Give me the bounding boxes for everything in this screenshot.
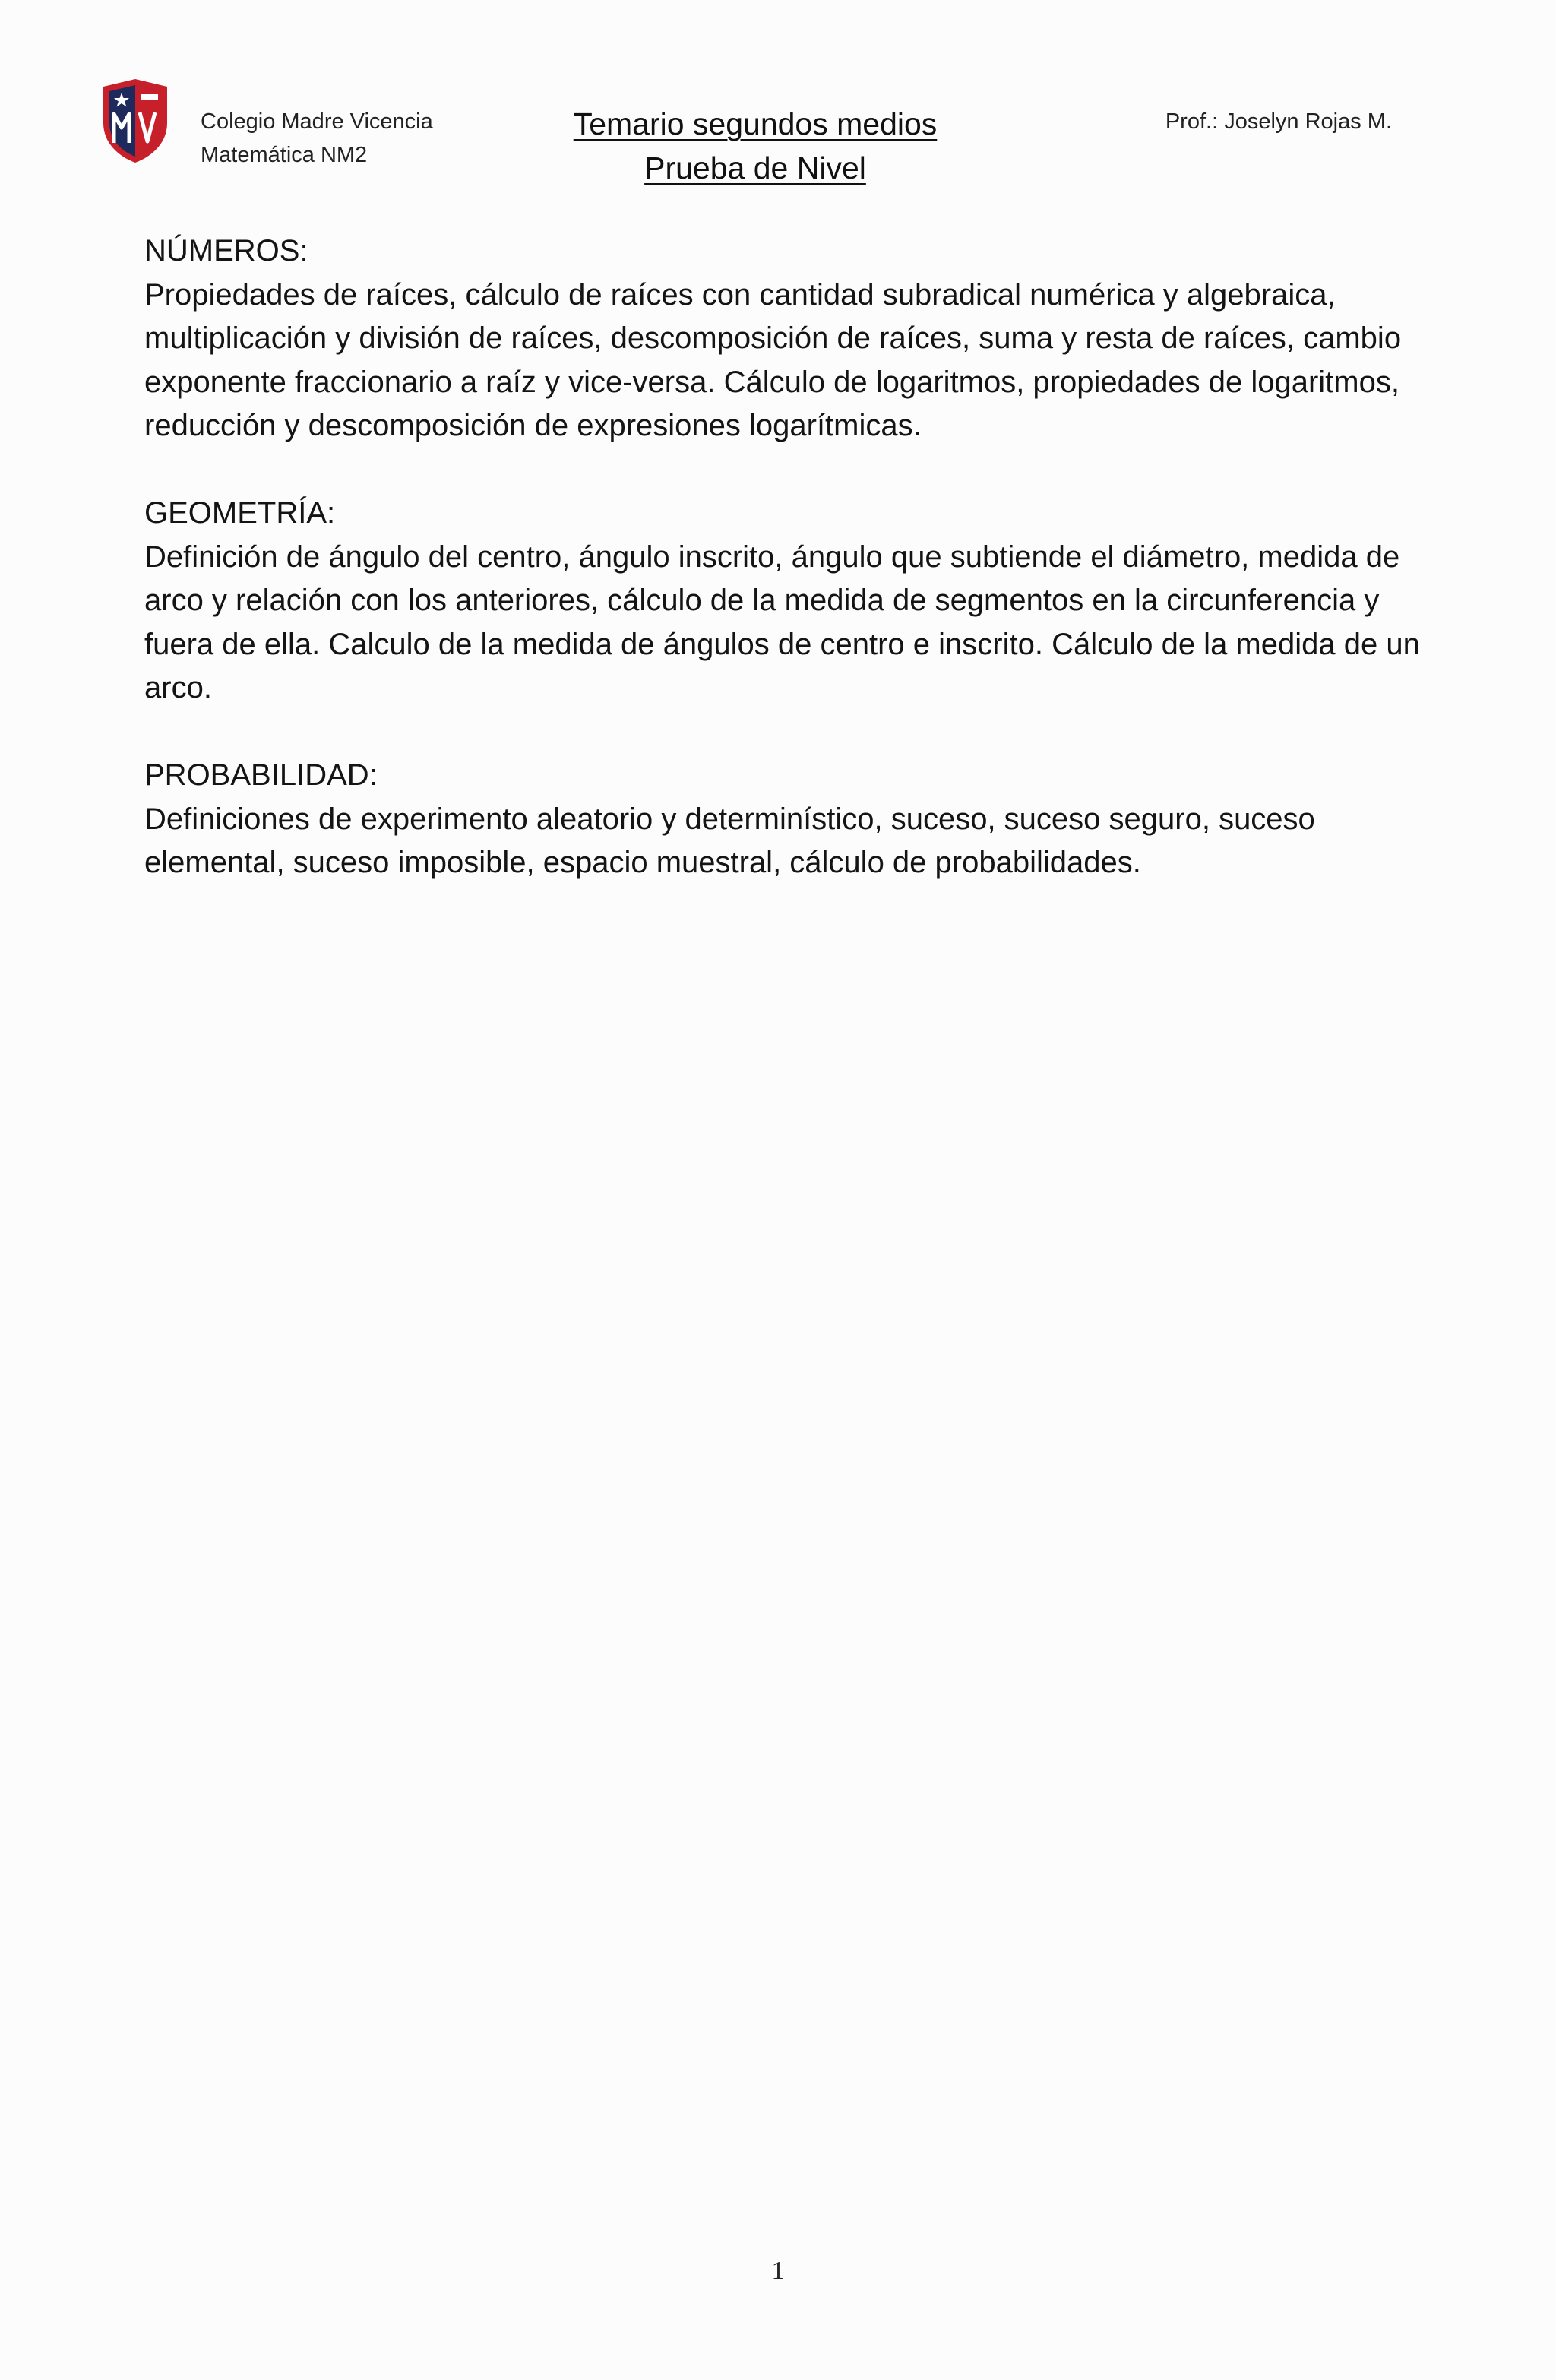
section-heading: PROBABILIDAD:	[144, 758, 378, 792]
school-name: Colegio Madre Vicencia	[201, 109, 433, 134]
page-number: 1	[771, 2257, 785, 2285]
title-line-2: Prueba de Nivel	[644, 150, 866, 185]
school-crest-icon	[99, 76, 172, 166]
section-heading: GEOMETRÍA:	[144, 496, 336, 530]
subject-name: Matemática NM2	[201, 143, 368, 167]
school-info	[201, 105, 433, 172]
title-line-1: Temario segundos medios	[573, 106, 938, 141]
section-probabilidad	[144, 754, 1421, 885]
document-title	[451, 102, 1059, 190]
section-heading: NÚMEROS:	[144, 234, 308, 267]
section-text: Definición de ángulo del centro, ángulo inscrito, ángulo que subtiende el diámetro, medida de arco y relación con los anteriores, cálculo de la medida de segmentos en la circunferencia y fuera de ella. Calculo de la medida de ángulos de centro e inscrito. Cálculo de la medida de un arco.	[144, 540, 1420, 704]
section-text: Definiciones de experimento aleatorio y determinístico, suceso, suceso seguro, suceso elemental, suceso imposible, espacio muestral, cálculo de probabilidades.	[144, 802, 1315, 879]
teacher-name: Prof.: Joselyn Rojas M.	[1165, 109, 1392, 134]
section-text: Propiedades de raíces, cálculo de raíces con cantidad subradical numérica y algebraica, multiplicación y división de raíces, descomposición de raíces, suma y resta de raíces, cambio exponente fraccionario a raíz y vice-versa. Cálculo de logaritmos, propiedades de logaritmos, reducción y descomposición de expresiones logarítmicas.	[144, 277, 1402, 442]
section-geometria	[144, 492, 1421, 711]
section-numeros	[144, 229, 1421, 448]
document-body	[144, 229, 1421, 929]
